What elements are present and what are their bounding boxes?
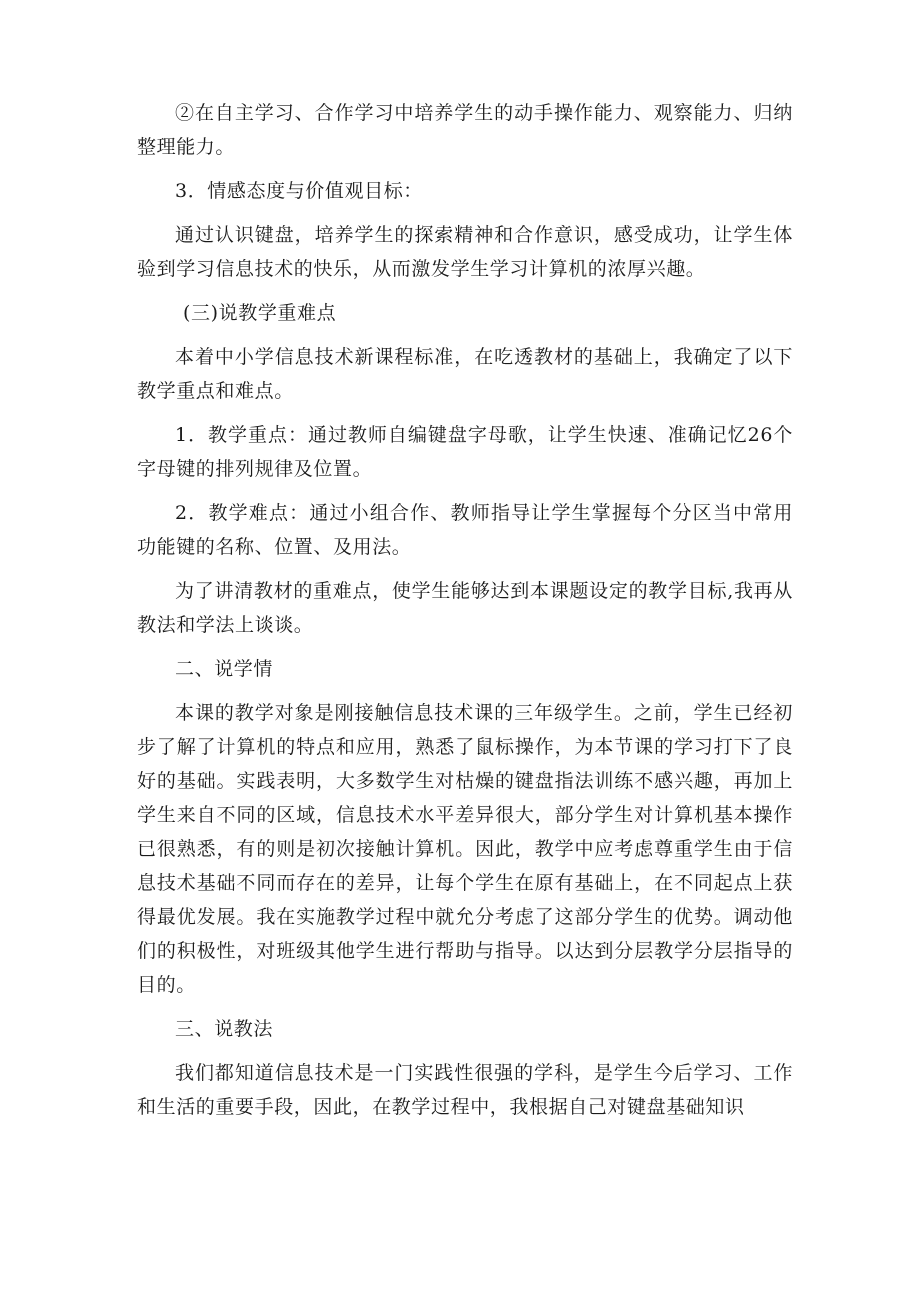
paragraph-teaching-method: 我们都知道信息技术是一门实践性很强的学科，是学生今后学习、工作和生活的重要手段，因此，在教学过程中，我根据自己对键盘基础知识 [137,1062,793,1118]
paragraph-transition: 为了讲清教材的重难点，使学生能够达到本课题设定的教学目标,我再从教法和学法上谈谈。 [137,580,793,636]
paragraph-teaching-focus: 1．教学重点：通过教师自编键盘字母歌，让学生快速、准确记忆26个字母键的排列规律及位置。 [137,424,793,480]
heading-key-points: (三)说教学重难点 [183,302,337,324]
paragraph-emotion-goal: 通过认识键盘，培养学生的探索精神和合作意识，感受成功，让学生体验到学习信息技术的快乐，从而激发学生学习计算机的浓厚兴趣。 [137,224,793,280]
heading-teaching-method: 三、说教法 [175,1018,274,1040]
heading-student-analysis: 二、说学情 [175,658,274,680]
paragraph-objective-2: ②在自主学习、合作学习中培养学生的动手操作能力、观察能力、归纳整理能力。 [137,102,793,158]
heading-emotion-goal: 3．情感态度与价值观目标： [175,180,423,202]
paragraph-teaching-difficulty: 2．教学难点：通过小组合作、教师指导让学生掌握每个分区当中常用功能键的名称、位置、及用法。 [137,502,793,558]
paragraph-key-points-intro: 本着中小学信息技术新课程标准，在吃透教材的基础上，我确定了以下教学重点和难点。 [137,346,793,402]
paragraph-student-analysis: 本课的教学对象是刚接触信息技术课的三年级学生。之前，学生已经初步了解了计算机的特点和应用，熟悉了鼠标操作，为本节课的学习打下了良好的基础。实践表明，大多数学生对枯燥的键盘指法训练不感兴趣，再加上学生来自不同的区域，信息技术水平差异很大，部分学生对计算机基本操作已很熟悉，有的则是初次接触计算机。因此，教学中应考虑尊重学生由于信息技术基础不同而存在的差异，让每个学生在原有基础上，在不同起点上获得最优发展。我在实施教学过程中就允分考虑了这部分学生的优势。调动他们的积极性，对班级其他学生进行帮助与指导。以达到分层教学分层指导的目的。 [137,702,793,996]
document-body [137,96,793,1124]
